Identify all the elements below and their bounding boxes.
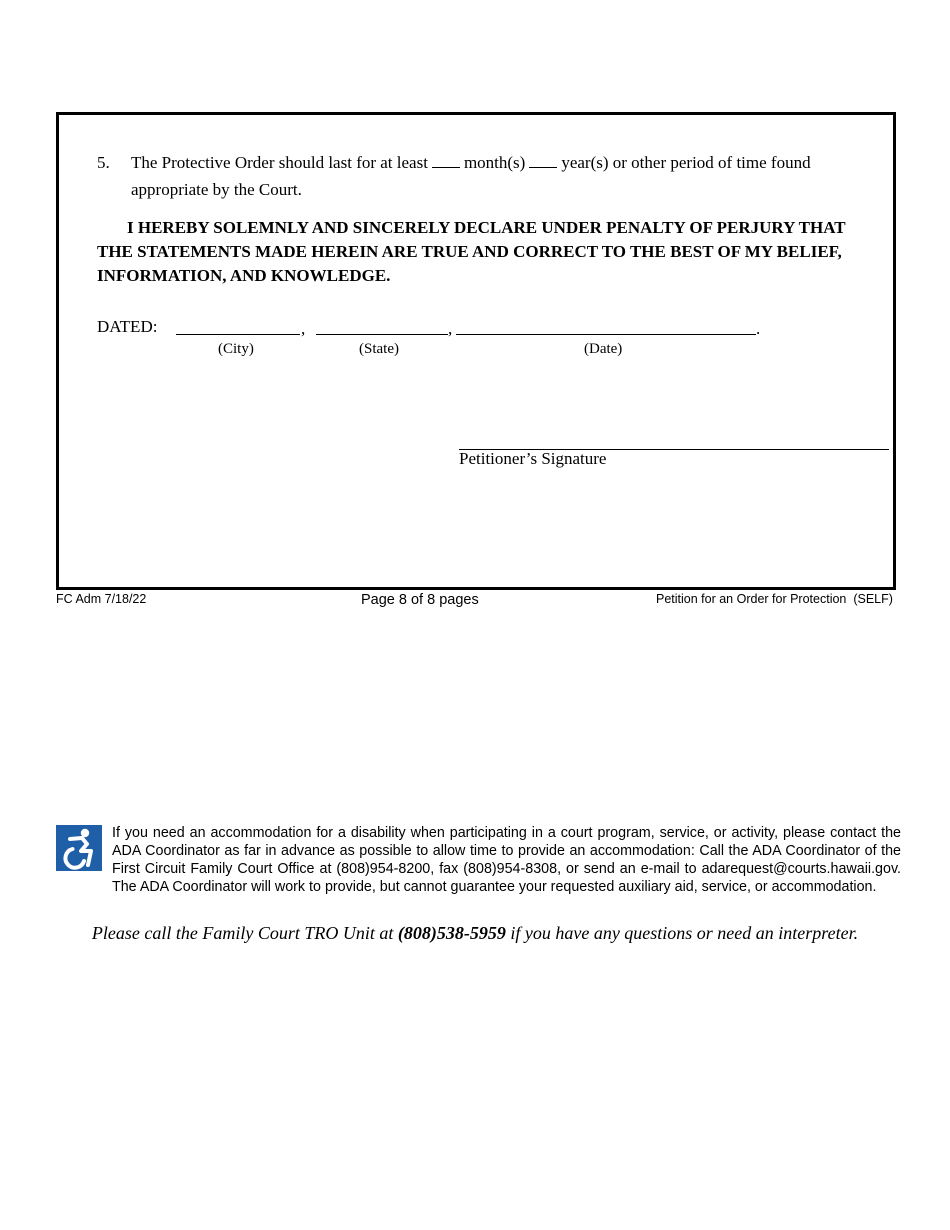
form-box xyxy=(56,112,896,590)
signature-label: Petitioner’s Signature xyxy=(459,449,607,468)
city-caption: (City) xyxy=(218,341,254,357)
state-caption: (State) xyxy=(359,341,399,357)
call-suffix: if you have any questions or need an interpreter. xyxy=(505,923,859,943)
item-5-text-a: The Protective Order should last for at least xyxy=(131,153,428,172)
item-number: 5. xyxy=(97,153,110,172)
comma-2: , xyxy=(448,319,453,338)
perjury-declaration: I HEREBY SOLEMNLY AND SINCERELY DECLARE UNDER PENALTY OF PERJURY THAT THE STATEMENTS MADE HEREIN ARE TRUE AND CORRECT TO THE BEST OF MY BELIEF, INFORMATION, AND KNOWLEDGE. xyxy=(97,218,846,285)
call-prefix: Please call the Family Court TRO Unit at xyxy=(91,923,398,943)
item-5 xyxy=(97,149,887,203)
accessibility-icon xyxy=(56,825,102,871)
city-line[interactable] xyxy=(176,334,300,335)
footer-form-code: FC Adm 7/18/22 xyxy=(56,592,147,606)
months-blank[interactable] xyxy=(432,153,460,168)
footer-form-title: Petition for an Order for Protection (SELF) xyxy=(656,592,893,606)
item-5-text-b: month(s) xyxy=(463,153,526,172)
date-line[interactable] xyxy=(456,334,756,335)
ada-notice: If you need an accommodation for a disability when participating in a court program, service, or activity, please contact the ADA Coordinator as far in advance as possible to allow time to provide an accommodation: Call the ADA Coordinator of the First Circuit Family Court Office at (808)954-8200, fax (808)954-8308, or send an e-mail to adarequest@courts.hawaii.gov. The ADA Coordinator will work to provide, but cannot guarantee your requested auxiliary aid, service, or accommodation. xyxy=(112,825,901,895)
item-5-text-c: year(s) or other period of time found appropriate by the Court. xyxy=(131,153,811,199)
tro-phone-number: (808)538-5959 xyxy=(397,923,506,943)
period: . xyxy=(756,319,761,338)
comma-1: , xyxy=(301,319,306,338)
tro-unit-call-notice xyxy=(0,923,950,944)
dated-label: DATED: xyxy=(97,317,158,336)
years-blank[interactable] xyxy=(529,153,557,168)
state-line[interactable] xyxy=(316,334,448,335)
footer-page-number: Page 8 of 8 pages xyxy=(361,592,479,608)
date-caption: (Date) xyxy=(584,341,623,357)
